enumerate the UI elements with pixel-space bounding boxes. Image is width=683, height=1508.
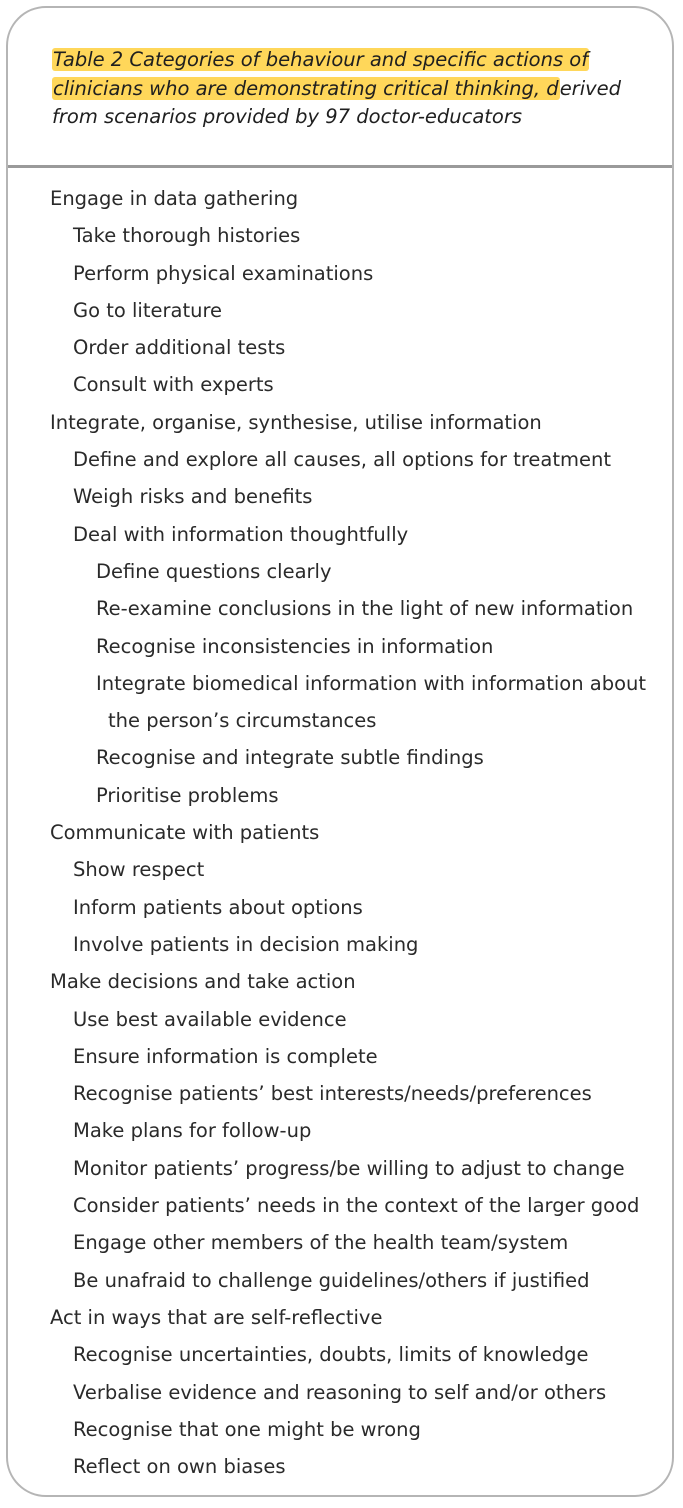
action-item: Make plans for follow-up — [73, 1119, 312, 1143]
action-item: Recognise inconsistencies in information — [96, 634, 494, 658]
caption-line-2 — [52, 75, 652, 104]
action-item: Verbalise evidence and reasoning to self and/or others — [73, 1380, 607, 1404]
table-body — [8, 180, 672, 1485]
action-item: Order additional tests — [73, 336, 286, 360]
caption-line-1 — [52, 46, 652, 75]
table-caption — [52, 46, 652, 132]
caption-highlight-1: Table 2 Categories of behaviour and specific actions of — [53, 48, 589, 71]
action-item: Perform physical examinations — [73, 261, 374, 285]
action-item: Involve patients in decision making — [73, 932, 419, 956]
action-item: Monitor patients’ progress/be willing to adjust to change — [73, 1156, 625, 1180]
action-item: Go to literature — [73, 298, 223, 322]
caption-line-2-rest: erived — [559, 76, 622, 100]
action-item: Take thorough histories — [73, 224, 301, 248]
action-item: Define and explore all causes, all options for treatment — [73, 448, 612, 472]
action-item: Consider patients’ needs in the context of the larger good — [73, 1194, 640, 1218]
category-heading: Communicate with patients — [50, 821, 320, 845]
action-item: Ensure information is complete — [73, 1044, 378, 1068]
category-heading: Engage in data gathering — [50, 187, 299, 210]
category-heading: Make decisions and take action — [50, 970, 356, 994]
action-item: Integrate biomedical information with information about — [96, 671, 647, 695]
category-heading: Act in ways that are self-reflective — [50, 1305, 383, 1329]
action-item: Recognise that one might be wrong — [73, 1417, 421, 1441]
action-item: Use best available evidence — [73, 1007, 347, 1031]
action-item: Consult with experts — [73, 373, 274, 397]
table-frame — [6, 6, 674, 1497]
action-item: Reflect on own biases — [73, 1455, 286, 1479]
caption-highlight-2: clinicians who are demonstrating critical thinking, d — [53, 76, 559, 100]
category-heading: Integrate, organise, synthesise, utilise information — [50, 410, 542, 434]
action-item: Define questions clearly — [96, 559, 332, 583]
caption-line-3: from scenarios provided by 97 doctor-educators — [52, 105, 523, 128]
action-item: Engage other members of the health team/system — [73, 1231, 569, 1255]
action-item: Weigh risks and benefits — [73, 485, 313, 509]
action-item: Recognise patients’ best interests/needs/preferences — [73, 1082, 592, 1106]
action-item: Deal with information thoughtfully — [73, 522, 409, 546]
action-item: Re-examine conclusions in the light of new information — [96, 597, 634, 621]
action-item: Show respect — [73, 858, 205, 882]
action-item: Be unafraid to challenge guidelines/others if justified — [73, 1268, 590, 1292]
action-item: Prioritise problems — [96, 783, 279, 807]
action-item: the person’s circumstances — [108, 709, 377, 733]
action-item: Recognise uncertainties, doubts, limits of knowledge — [73, 1343, 589, 1367]
action-item: Inform patients about options — [73, 895, 363, 919]
action-item: Recognise and integrate subtle findings — [96, 746, 484, 770]
caption-divider — [8, 165, 672, 168]
